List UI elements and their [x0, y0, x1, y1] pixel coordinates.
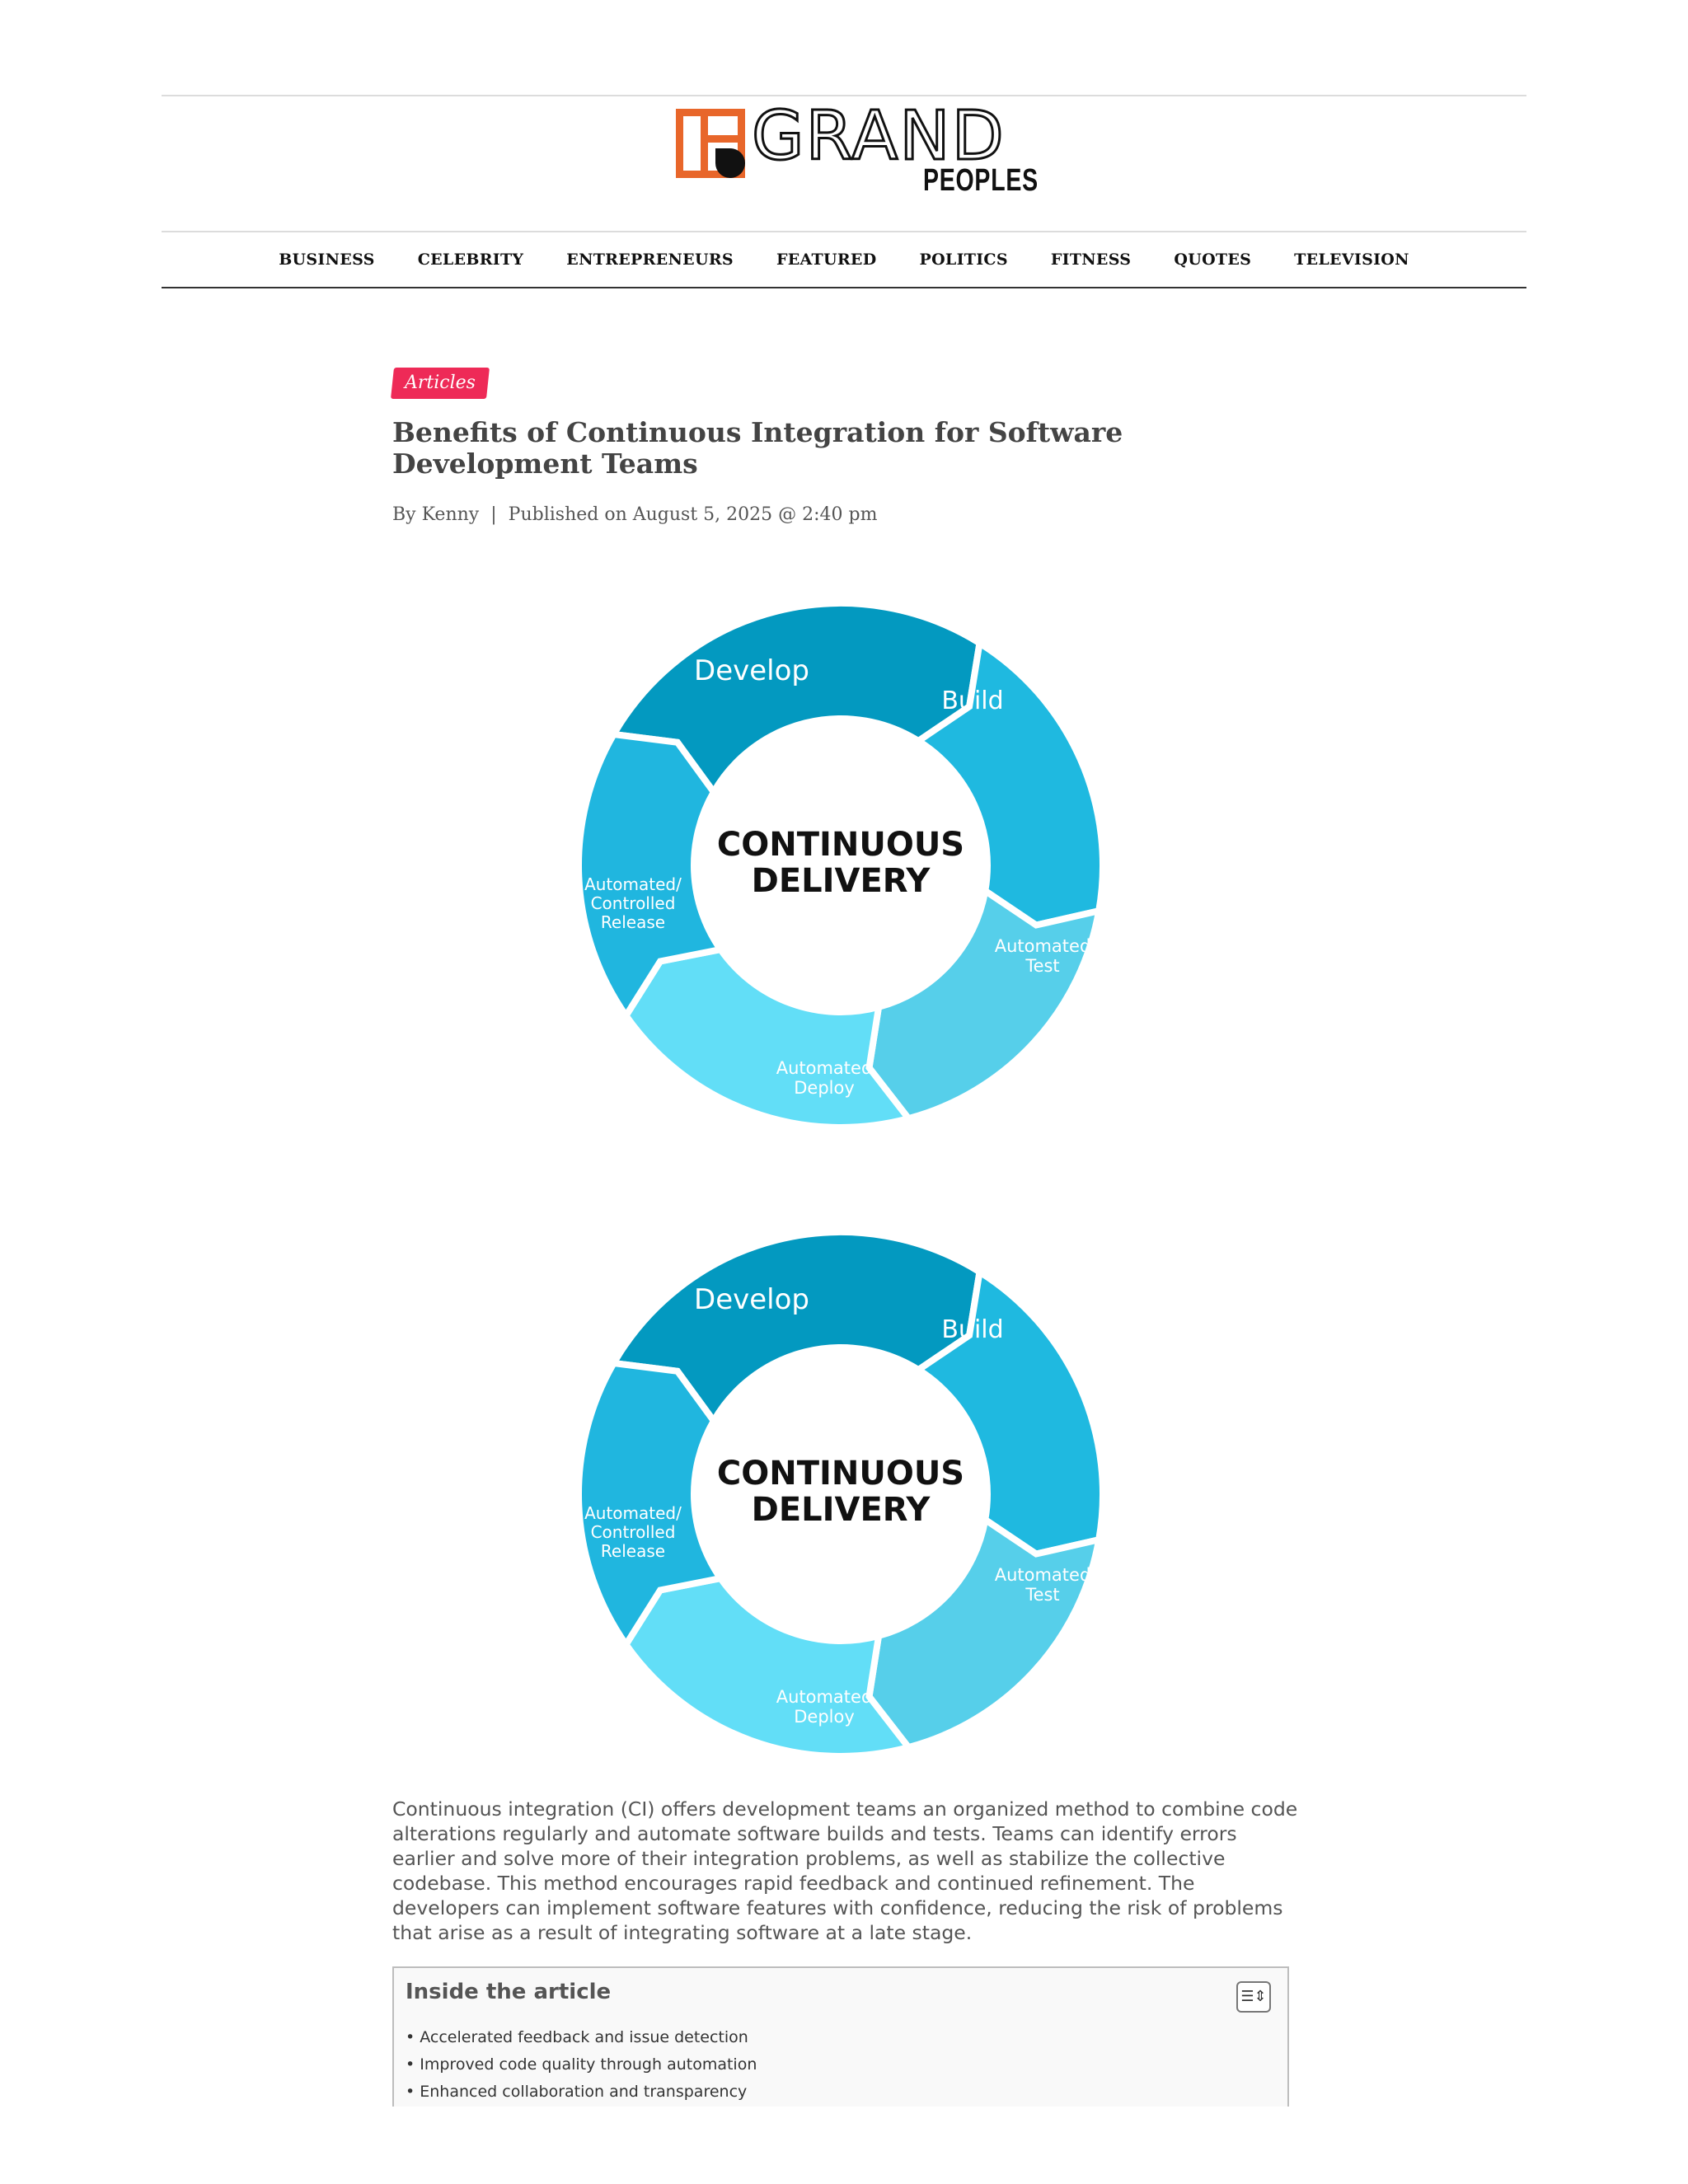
nav-celebrity[interactable]: CELEBRITY [417, 251, 524, 269]
develop-label: Develop [694, 1283, 809, 1316]
center-label-line1: CONTINUOUS [716, 826, 965, 864]
nav-fitness[interactable]: FITNESS [1050, 251, 1132, 269]
nav-bottom-rule [162, 287, 1526, 288]
center-label-line2: DELIVERY [751, 862, 931, 900]
site-logo[interactable] [676, 97, 1039, 204]
header-top-rule [162, 95, 1526, 96]
toc-title: Inside the article [406, 1980, 612, 2004]
deploy-label: Automated Deploy [776, 1687, 873, 1727]
toc-item[interactable]: • Enhanced collaboration and transparency [406, 2079, 757, 2106]
toc-item[interactable]: • Improved code quality through automation [406, 2051, 757, 2079]
release-label: Automated/ Controlled Release [584, 1503, 682, 1561]
continuous-delivery-diagram [569, 593, 1113, 1137]
test-label: Automated Test [994, 1565, 1091, 1605]
nav-politics[interactable]: POLITICS [919, 251, 1008, 269]
article-body: Continuous integration (CI) offers development teams an organized method to combine code alterations regularly and automate software builds and tests. Teams can identify errors earlier and solve more of their integration problems, as well as stabilize the collective codebase. This method encourages rapid feedback and continued refinement. The developers can implement software features with confidence, reducing the risk of problems that arise as a result of integrating software at a late stage. [392, 1797, 1298, 1944]
logo-text: GRAND [752, 97, 1006, 176]
category-label: Articles [405, 373, 476, 393]
toc-item[interactable]: • Accelerated feedback and issue detection [406, 2024, 757, 2051]
byline [392, 504, 877, 525]
nav-featured[interactable]: FEATURED [776, 251, 877, 269]
nav-television[interactable]: TELEVISION [1294, 251, 1409, 269]
nav-quotes[interactable]: QUOTES [1174, 251, 1252, 269]
test-label: Automated Test [994, 936, 1091, 977]
logo-mark-drop [715, 148, 745, 178]
toc-list [406, 2024, 757, 2106]
nav-entrepreneurs[interactable]: ENTREPRENEURS [566, 251, 734, 269]
release-label: Automated/ Controlled Release [584, 874, 682, 932]
diagram-svg [569, 1222, 1113, 1766]
build-label: Build [941, 687, 1004, 715]
continuous-delivery-diagram [569, 1222, 1113, 1766]
publish-date: Published on August 5, 2025 @ 2:40 pm [508, 504, 878, 525]
category-badge[interactable] [391, 368, 490, 399]
build-label: Build [941, 1315, 1004, 1344]
deploy-label: Automated Deploy [776, 1058, 873, 1099]
table-of-contents [392, 1966, 1289, 2107]
center-label-line1: CONTINUOUS [716, 1455, 965, 1493]
nav-business[interactable]: BUSINESS [279, 251, 375, 269]
center-label-line2: DELIVERY [751, 1491, 931, 1529]
byline-separator: | [490, 504, 497, 525]
author[interactable]: By Kenny [392, 504, 480, 525]
logo-subtext: PEOPLES [923, 163, 1039, 198]
article-title: Benefits of Continuous Integration for Software Development Teams [392, 416, 1123, 480]
diagram-svg [569, 593, 1113, 1137]
logo-mark-crossbar [701, 135, 745, 143]
list-toggle-icon[interactable]: ☰⇕ [1236, 1981, 1271, 2013]
main-nav [162, 232, 1526, 287]
develop-label: Develop [694, 654, 809, 687]
